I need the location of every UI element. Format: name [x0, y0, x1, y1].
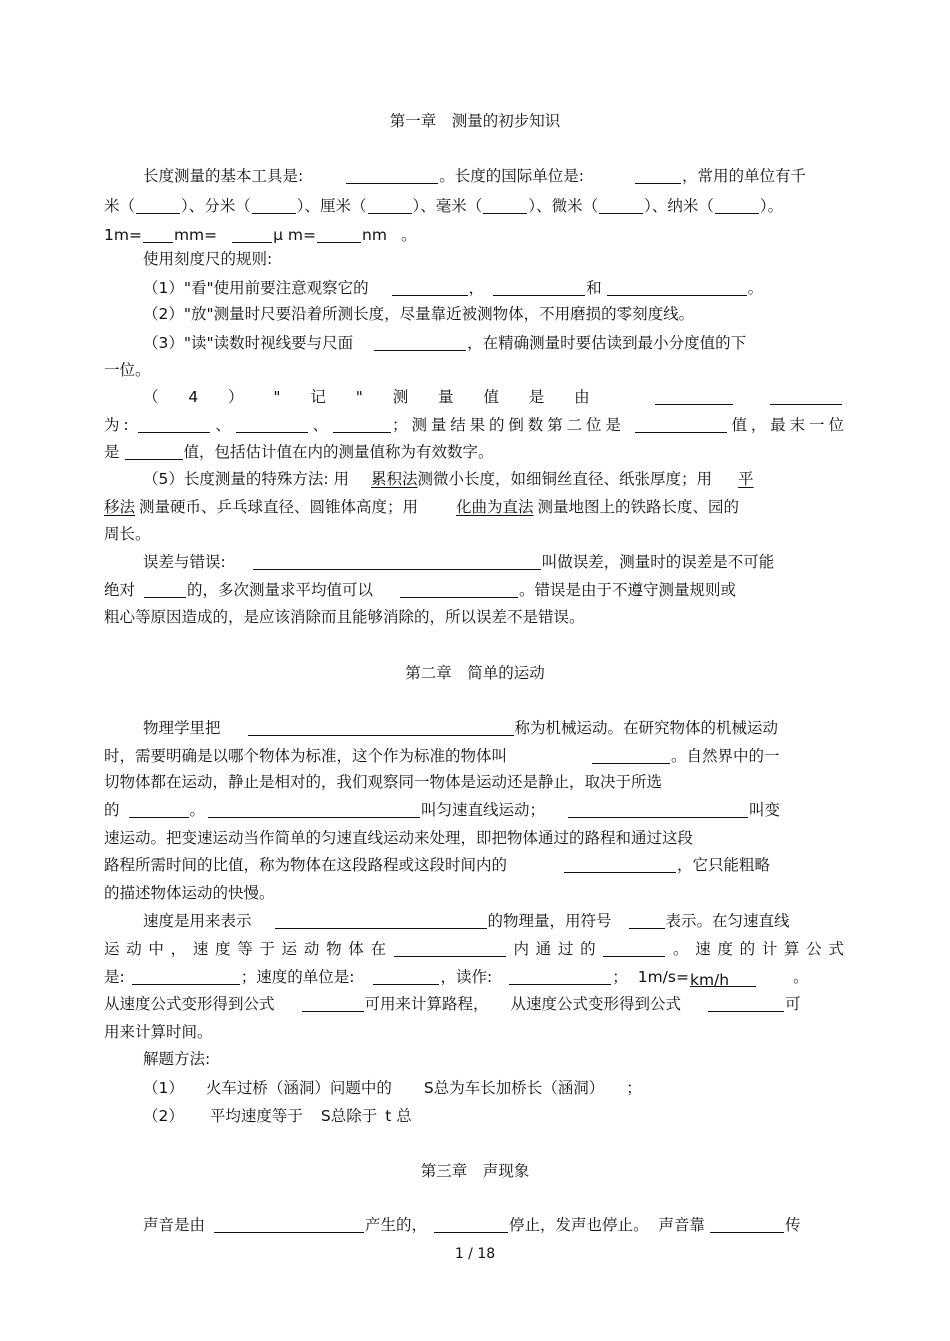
paragraph-line: 长度测量的基本工具是: 。长度的国际单位是: ，常用的单位有千	[143, 167, 806, 185]
paragraph-line: 声音是由 产生的， 停止，发声也停止。 声音靠 传	[143, 1216, 801, 1234]
page-title-ch3: 第三章 声现象	[420, 1162, 530, 1180]
paragraph-line: 使用刻度尺的规则:	[143, 250, 273, 268]
paragraph-line: 从速度公式变形得到公式 可用来计算路程， 从速度公式变形得到公式 可	[104, 995, 801, 1013]
blank	[236, 415, 308, 433]
paragraph-line: 绝对 的，多次测量求平均值可以 。错误是由于不遵守测量规则或	[104, 581, 737, 599]
blank	[346, 166, 438, 184]
paragraph-line: 切物体都在运动，静止是相对的，我们观察同一物体是运动还是静止，取决于所选	[104, 773, 663, 791]
blank	[655, 387, 733, 405]
blank	[483, 196, 527, 214]
blank	[603, 939, 665, 957]
paragraph-line: 的 。 叫匀速直线运动； 叫变	[104, 801, 781, 819]
blank	[592, 746, 670, 764]
paragraph-line: 周长。	[104, 525, 151, 543]
paragraph-line: 1m= mm= μ m= nm 。	[104, 226, 417, 244]
paragraph-line: 速运动。把变速运动当作简单的匀速直线运动来处理，即把物体通过的路程和通过这段	[104, 829, 694, 847]
blank	[635, 415, 727, 433]
paragraph-line: 粗心等原因造成的，是应该消除而且能够消除的，所以误差不是错误。	[104, 608, 585, 626]
paragraph-line: 米（ ）、分米（ ）、厘米（ ）、毫米（ ）、微米（ ）、纳米（ ）。	[104, 197, 784, 215]
paragraph-line: 为: 、 、 ；测量结果的倒数第二位是 值，最末一位	[104, 416, 844, 434]
blank	[302, 994, 364, 1012]
blank	[136, 196, 180, 214]
blank	[214, 1215, 364, 1233]
blank	[317, 225, 361, 243]
page-title-ch1: 第一章 测量的初步知识	[389, 112, 561, 130]
blank	[132, 967, 240, 985]
paragraph-line: （3）"读"读数时视线要与尺面 ，在精确测量时要估读到最小分度值的下	[143, 334, 747, 352]
paragraph-line: 时，需要明确是以哪个物体为标准，这个作为标准的物体叫 。自然界中的一	[104, 747, 780, 765]
paragraph-line: 是 值，包括估计值在内的测量值称为有效数字。	[104, 443, 494, 461]
blank	[392, 278, 468, 296]
paragraph-line: （1）"看"使用前要注意观察它的 ， 和 。	[143, 279, 764, 297]
paragraph-line: 物理学里把 称为机械运动。在研究物体的机械运动	[143, 719, 779, 737]
paragraph-line: 误差与错误: 叫做误差，测量时的误差是不可能	[143, 553, 775, 571]
blank	[710, 1215, 784, 1233]
paragraph-line: 一位。	[104, 361, 151, 379]
blank	[708, 994, 784, 1012]
blank	[770, 387, 842, 405]
paragraph-line: 是: ；速度的单位是: ，读作: ； 1m/s=km/h 。	[104, 968, 809, 989]
page-title-ch2: 第二章 简单的运动	[405, 664, 545, 682]
paragraph-line: 用来计算时间。	[104, 1023, 213, 1041]
blank	[333, 415, 391, 433]
blank	[373, 967, 439, 985]
blank	[143, 225, 173, 243]
blank	[493, 278, 585, 296]
paragraph-line: （2）"放"测量时尺要沿着所测长度，尽量靠近被测物体，不用磨损的零刻度线。	[143, 305, 695, 323]
paragraph-line: （4）"记"测量值是由	[143, 386, 843, 408]
blank	[275, 911, 487, 929]
blank	[607, 278, 747, 296]
blank	[144, 580, 186, 598]
blank: km/h	[690, 969, 756, 987]
blank	[125, 442, 183, 460]
blank	[394, 939, 506, 957]
paragraph-line: 的描述物体运动的快慢。	[104, 884, 275, 902]
blank	[252, 196, 296, 214]
blank	[208, 800, 420, 818]
blank	[635, 166, 681, 184]
blank	[232, 225, 272, 243]
blank	[568, 800, 748, 818]
blank	[248, 718, 514, 736]
page-number: 1 / 18	[454, 1246, 496, 1262]
blank	[715, 196, 759, 214]
paragraph-line: 解题方法:	[143, 1050, 211, 1068]
blank	[629, 911, 665, 929]
paragraph-line: （1） 火车过桥（涵洞）问题中的 S总为车长加桥长（涵洞） ；	[143, 1079, 642, 1097]
paragraph-line: 速度是用来表示 的物理量，用符号 表示。在匀速直线	[143, 912, 790, 930]
blank	[434, 1215, 508, 1233]
paragraph-line: （5）长度测量的特殊方法: 用 累积法测微小长度，如细铜丝直径、纸张厚度；用 平	[143, 470, 754, 488]
paragraph-line: 移法 测量硬币、乒乓球直径、圆锥体高度；用 化曲为直法 测量地图上的铁路长度、园的	[104, 498, 740, 516]
blank	[138, 415, 210, 433]
blank	[368, 196, 412, 214]
paragraph-line: （2） 平均速度等于 S总除于 t 总	[143, 1107, 412, 1125]
blank	[599, 196, 643, 214]
blank	[253, 552, 541, 570]
blank	[564, 855, 676, 873]
blank	[374, 333, 466, 351]
blank	[509, 967, 611, 985]
blank	[400, 580, 518, 598]
paragraph-line: 路程所需时间的比值，称为物体在这段路程或这段时间内的 ，它只能粗略	[104, 856, 771, 874]
blank	[129, 800, 189, 818]
paragraph-line: 运动中，速度等于运动物体在 内通过的 。速度的计算公式	[104, 940, 844, 958]
